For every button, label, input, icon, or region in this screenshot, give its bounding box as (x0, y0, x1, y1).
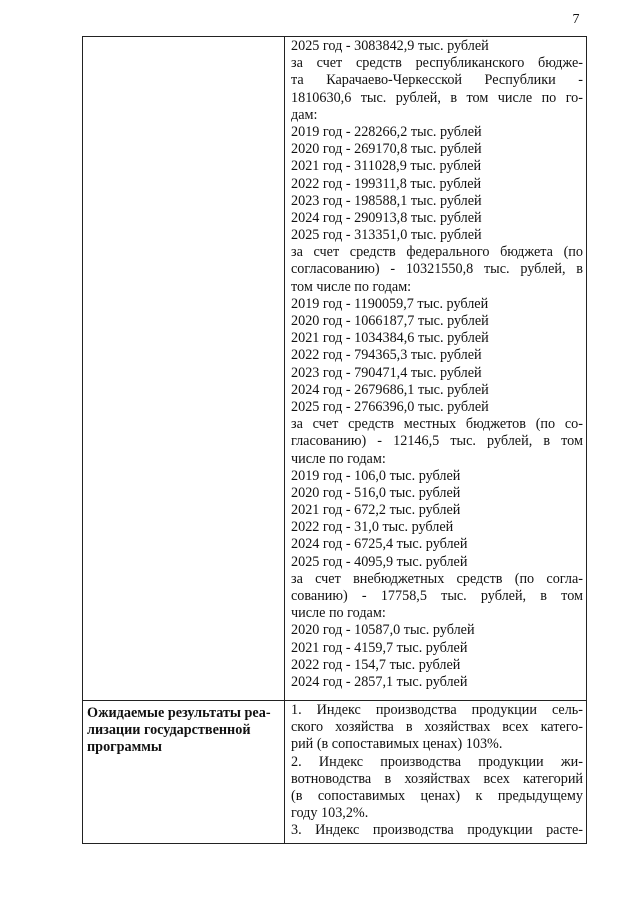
text-line: числе по годам: (291, 605, 386, 622)
program-passport-table (82, 36, 587, 844)
text-line: 2025 год - 313351,0 тыс. рублей (291, 227, 482, 244)
text-line: 2021 год - 311028,9 тыс. рублей (291, 158, 482, 175)
text-line: 1. Индекс производства продукции сель- (291, 702, 583, 718)
text-line: ского хозяйства в хозяйствах всех катего- (291, 719, 583, 736)
text-line: 2022 год - 31,0 тыс. рублей (291, 519, 454, 536)
expected-results-cell (285, 701, 587, 844)
text-line: 2022 год - 794365,3 тыс. рублей (291, 347, 482, 364)
text-line: дам: (291, 106, 318, 123)
text-line: 2020 год - 269170,8 тыс. рублей (291, 141, 482, 158)
text-line: за счет средств местных бюджетов (по со- (291, 416, 583, 433)
text-line: 2019 год - 1190059,7 тыс. рублей (291, 295, 489, 312)
text-line: 2024 год - 2679686,1 тыс. рублей (291, 381, 489, 398)
expected-results-label (83, 701, 284, 757)
text-line: за счет средств республиканского бюдже- (291, 55, 583, 72)
text-line: 2020 год - 1066187,7 тыс. рублей (291, 313, 489, 329)
page-number: 7 (572, 12, 580, 27)
funding-details-cell (285, 37, 587, 701)
text-line: сованию) - 17758,5 тыс. рублей, в том (291, 588, 583, 604)
label-line: Ожидаемые результаты реа- (87, 705, 271, 721)
text-line: 2021 год - 1034384,6 тыс. рублей (291, 330, 489, 347)
row-label-cell (83, 701, 285, 844)
text-line: 2019 год - 228266,2 тыс. рублей (291, 123, 482, 140)
text-line: 2020 год - 516,0 тыс. рублей (291, 484, 461, 501)
text-line: 2020 год - 10587,0 тыс. рублей (291, 622, 475, 639)
text-line: 2022 год - 154,7 тыс. рублей (291, 656, 461, 673)
text-line: 2023 год - 790471,4 тыс. рублей (291, 364, 482, 381)
text-line: 2025 год - 2766396,0 тыс. рублей (291, 398, 489, 415)
text-line: 1810630,6 тыс. рублей, в том числе по го- (291, 89, 583, 106)
text-line: 2023 год - 198588,1 тыс. рублей (291, 192, 482, 209)
expected-results (285, 701, 586, 840)
text-line: том числе по годам: (291, 278, 412, 295)
table-row (83, 701, 587, 844)
text-line: 3. Индекс производства продукции расте- (291, 822, 583, 839)
text-line: рий (в сопоставимых ценах) 103%. (291, 736, 503, 753)
text-line: 2024 год - 6725,4 тыс. рублей (291, 536, 468, 553)
text-line: гласованию) - 12146,5 тыс. рублей, в том (291, 433, 583, 450)
text-line: 2. Индекс производства продукции жи- (291, 753, 583, 770)
text-line: 2024 год - 290913,8 тыс. рублей (291, 209, 482, 226)
text-line: за счет средств федерального бюджета (по (291, 244, 583, 261)
label-line: лизации государственной (87, 722, 251, 739)
text-line: 2024 год - 2857,1 тыс. рублей (291, 673, 468, 690)
text-line: 2022 год - 199311,8 тыс. рублей (291, 175, 482, 192)
label-line: программы (87, 739, 162, 756)
text-line: 2025 год - 4095,9 тыс. рублей (291, 553, 468, 570)
text-line: 2021 год - 672,2 тыс. рублей (291, 502, 461, 519)
table-row (83, 37, 587, 701)
text-line: числе по годам: (291, 450, 386, 467)
text-line: вотноводства в хозяйствах всех категорий (291, 770, 583, 787)
text-line: году 103,2%. (291, 805, 369, 822)
text-line: та Карачаево-Черкесской Республики - (291, 72, 583, 89)
text-line: за счет внебюджетных средств (по согла- (291, 570, 583, 587)
text-line: 2025 год - 3083842,9 тыс. рублей (291, 38, 489, 54)
row-label (83, 37, 284, 41)
text-line: 2021 год - 4159,7 тыс. рублей (291, 639, 468, 656)
row-label-cell (83, 37, 285, 701)
text-line: (в сопоставимых ценах) к предыдущему (291, 787, 583, 804)
text-line: 2019 год - 106,0 тыс. рублей (291, 467, 461, 484)
funding-details (285, 37, 586, 691)
text-line: согласованию) - 10321550,8 тыс. рублей, в (291, 261, 583, 278)
